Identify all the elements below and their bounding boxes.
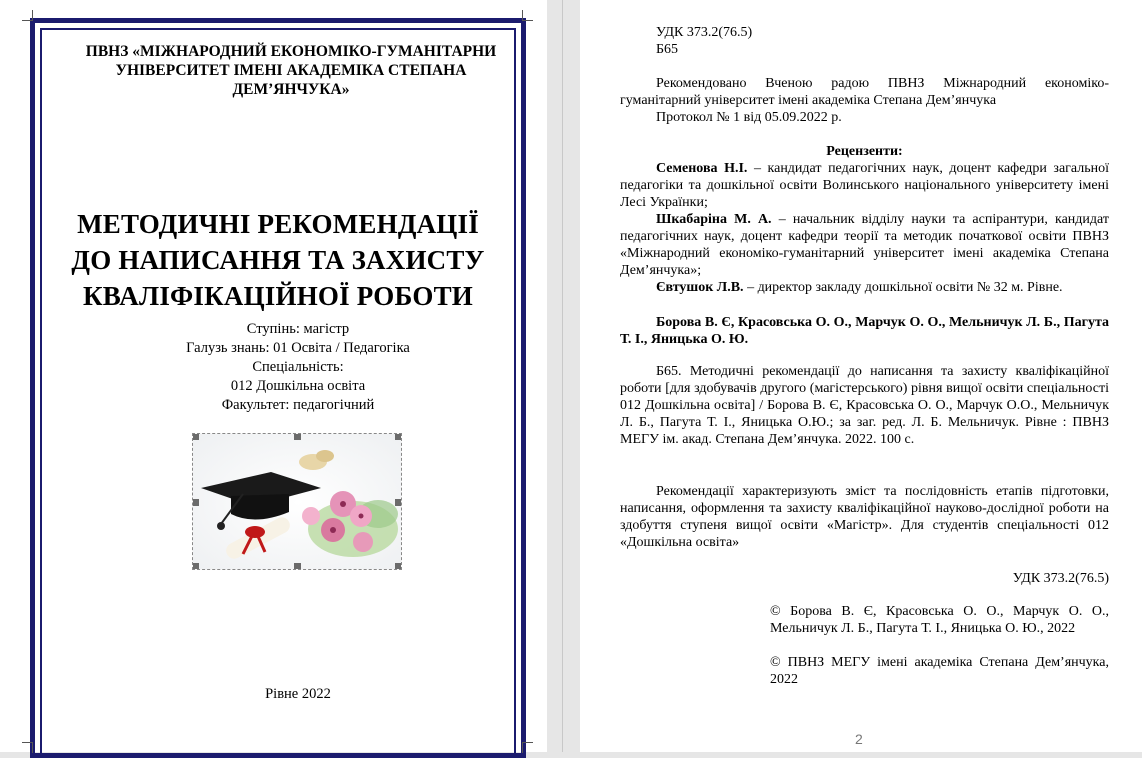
document-title <box>48 206 508 314</box>
udk-code: УДК 373.2(76.5) <box>656 25 753 40</box>
cover-meta <box>48 320 548 415</box>
copyright-authors: © Борова В. Є, Красовська О. О., Марчук О. О., Мельничук Л. Б., Пагута Т. І., Яницька О. Ю., 2022 <box>770 604 1109 636</box>
meta-faculty: Факультет: педагогічний <box>221 397 375 413</box>
crop-mark <box>22 742 33 753</box>
reviewers-heading: Рецензенти: <box>826 144 903 159</box>
title-line: КВАЛІФІКАЦІЙНОЇ РОБОТИ <box>83 281 473 311</box>
bibliographic-description: Б65. Методичні рекомендації до написання та захисту кваліфікаційної роботи [для здобувачів другого (магістерського) рівня вищої освіти спеціальності 012 Дошкільна освіта] / Борова В. Є, Красовська О. О., Марчук О.О., Мельничук Л. Б., Пагута Т. І., Яницька О.Ю.; за заг. ред. Л. Б. Мельничук. Рівне : ПВНЗ МЕГУ ім. акад. Степана Дем’янчука. 2022. 100 с. <box>620 364 1109 447</box>
meta-specialty: 012 Дошкільна освіта <box>230 378 366 394</box>
reviewer-desc: – начальник відділу науки та аспірантури, кандидат педагогічних наук, доцент кафедри теорії та методик початкової освіти ПВНЗ «Міжнародний економіко-гуманітарний університет імені академіка Степана Дем’янчука»; <box>620 212 1110 278</box>
reviewer-entry <box>620 279 1109 296</box>
title-line: МЕТОДИЧНІ РЕКОМЕНДАЦІЇ <box>77 209 479 239</box>
recommendation-text: Рекомендовано Вченою радою ПВНЗ Міжнародний економіко-гуманітарний університет імені академіка Степана Дем’янчука <box>620 76 1109 108</box>
page-gutter <box>547 0 580 752</box>
graduation-cap-icon <box>193 434 402 570</box>
resize-handle[interactable] <box>192 433 199 440</box>
annotation-text: Рекомендації характеризують зміст та послідовність етапів підготовки, написання, оформлення та захисту кваліфікаційної науково-дослідної роботи на здобуття ступеня вищої освіти «Магістр». Для студентів спеціальності 012 «Дошкільна освіта» <box>620 484 1109 550</box>
resize-handle[interactable] <box>395 433 402 440</box>
page-number: 2 <box>855 731 863 747</box>
meta-specialty-label: Спеціальність: <box>252 359 344 375</box>
index-code: Б65 <box>656 42 679 57</box>
meta-field: Галузь знань: 01 Освіта / Педагогіка <box>186 340 410 356</box>
title-line: ДО НАПИСАННЯ ТА ЗАХИСТУ <box>71 245 485 275</box>
university-name: ПВНЗ «МІЖНАРОДНИЙ ЕКОНОМІКО-ГУМАНІТАРНИ УНІВЕРСИТЕТ ІМЕНІ АКАДЕМІКА СТЕПАНА ДЕМ’ЯНЧУКА» <box>85 43 497 98</box>
authors-list: Борова В. Є, Красовська О. О., Марчук О. О., Мельничук Л. Б., Пагута Т. І., Яницька О. Ю. <box>620 315 1109 347</box>
protocol-text: Протокол № 1 від 05.09.2022 р. <box>656 110 842 125</box>
reviewer-entry <box>620 211 1109 279</box>
cover-image[interactable] <box>192 433 402 570</box>
reviewer-name: Семенова Н.І. <box>656 161 748 176</box>
udk-right: УДК 373.2(76.5) <box>1012 571 1109 586</box>
resize-handle[interactable] <box>395 499 402 506</box>
crop-mark <box>22 10 33 21</box>
resize-handle[interactable] <box>395 563 402 570</box>
crop-mark <box>522 10 533 21</box>
reviewer-name: Шкабаріна М. А. <box>656 212 772 227</box>
resize-handle[interactable] <box>192 563 199 570</box>
copyright-university: © ПВНЗ МЕГУ імені академіка Степана Дем’янчука, 2022 <box>770 655 1109 687</box>
resize-handle[interactable] <box>192 499 199 506</box>
city-year: Рівне 2022 <box>265 686 331 702</box>
meta-degree: Ступінь: магістр <box>246 321 350 337</box>
crop-mark <box>522 742 533 753</box>
resize-handle[interactable] <box>294 433 301 440</box>
resize-handle[interactable] <box>294 563 301 570</box>
reviewer-entry <box>620 160 1109 211</box>
reviewer-desc: – кандидат педагогічних наук, доцент кафедри загальної педагогіки та дошкільної освіти Волинського національного університету імені Лесі Українки; <box>620 161 1109 210</box>
reviewer-name: Євтушок Л.В. <box>656 280 744 295</box>
page-edge <box>562 0 563 752</box>
reviewer-desc: – директор закладу дошкільної освіти № 32 м. Рівне. <box>743 280 1063 295</box>
